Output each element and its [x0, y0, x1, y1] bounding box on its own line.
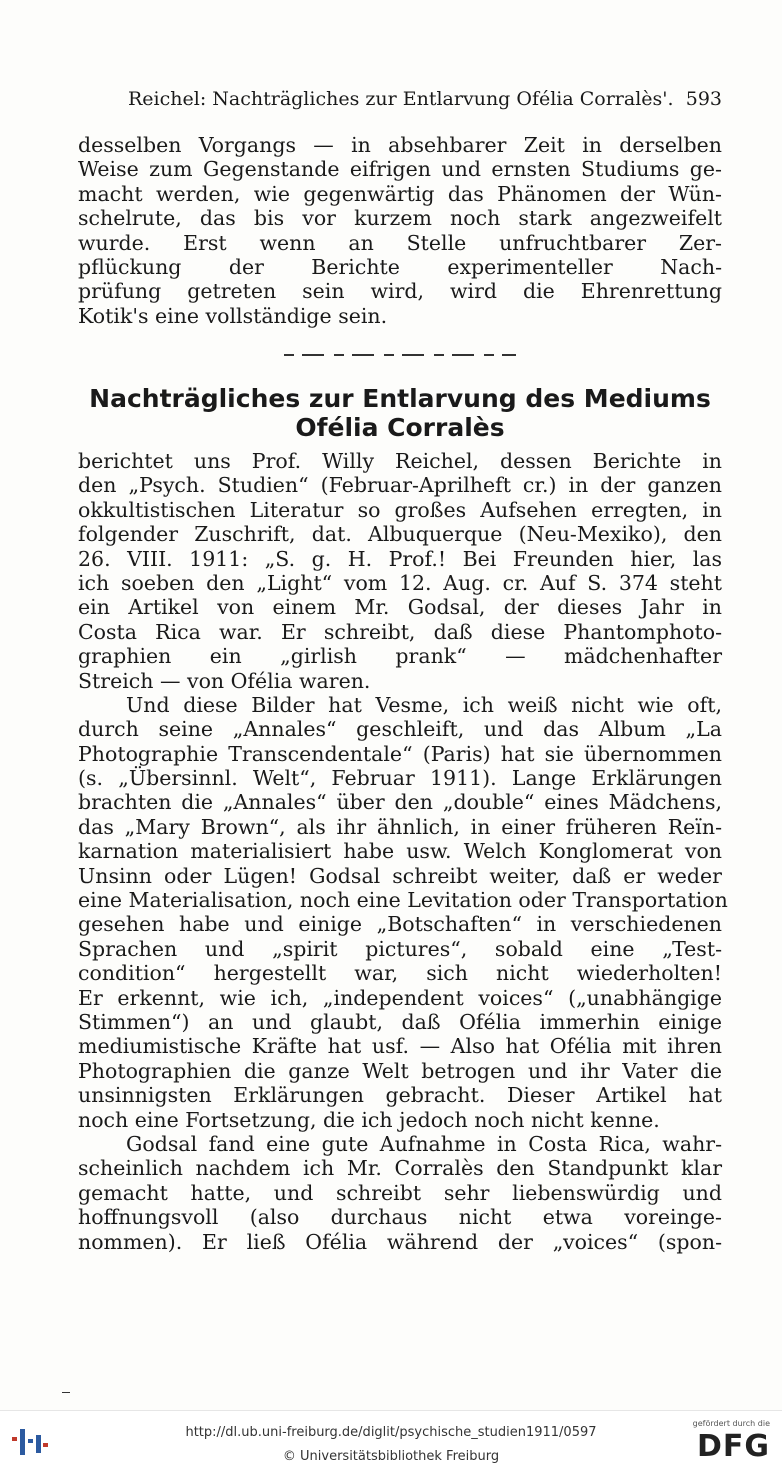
text-line: Godsal fand eine gute Aufnahme in Costa Rica, wahr- — [126, 1131, 722, 1156]
funding-note: gefördert durch die — [692, 1419, 770, 1428]
article-title-line-2: Ofélia Corralès — [295, 413, 505, 442]
article-title-line-1: Nachträgliches zur Entlarvung des Mediums — [89, 384, 711, 413]
text-line: mediumistische Kräfte hat usf. — Also hat Ofélia mit ihren — [78, 1034, 722, 1059]
dfg-logo: DFG — [696, 1429, 770, 1464]
text-line: den „Psych. Studien“ (Februar-Aprilheft cr.) in der ganzen — [78, 473, 722, 498]
text-line: Photographien die ganze Welt betrogen und ihr Vater die — [78, 1058, 722, 1083]
article-body — [78, 449, 728, 1254]
text-line: karnation materialisiert habe usw. Welch Konglomerat von — [78, 839, 722, 864]
text-line: Photographie Transcendentale“ (Paris) hat sie übernommen — [78, 741, 722, 766]
text-line: Und diese Bilder hat Vesme, ich weiß nicht wie oft, — [126, 692, 722, 717]
text-line: durch seine „Annales“ geschleift, und das Album „La — [78, 717, 722, 742]
scan-mark — [62, 1392, 70, 1393]
text-line: scheinlich nachdem ich Mr. Corralès den Standpunkt klar — [78, 1156, 722, 1181]
copyright-notice: © Universitätsbibliothek Freiburg — [282, 1449, 500, 1464]
text-line: wurde. Erst wenn an Stelle unfruchtbarer Zer- — [78, 230, 722, 255]
text-line: macht werden, wie gegenwärtig das Phänomen der Wün- — [78, 181, 722, 206]
text-line: (s. „Übersinnl. Welt“, Februar 1911). Lange Erklärungen — [78, 766, 722, 791]
text-line: noch eine Fortsetzung, die ich jedoch noch nicht kenne. — [78, 1107, 660, 1132]
text-line: Sprachen und „spirit pictures“, sobald eine „Test- — [78, 936, 722, 961]
text-line: ich soeben den „Light“ vom 12. Aug. cr. Auf S. 374 steht — [78, 570, 722, 595]
text-line: Weise zum Gegenstande eifrigen und ernsten Studiums ge- — [78, 157, 722, 182]
text-line: das „Mary Brown“, als ihr ähnlich, in einer früheren Reïn- — [78, 814, 722, 839]
text-line: Stimmen“) an und glaubt, daß Ofélia immerhin einige — [78, 1009, 722, 1034]
text-line: Kotik's eine vollständige sein. — [78, 303, 388, 328]
permalink-link[interactable]: http://dl.ub.uni-freiburg.de/diglit/psychische_studien1911/0597 — [185, 1425, 597, 1440]
text-line: prüfung getreten sein wird, wird die Ehrenrettung — [78, 279, 722, 304]
text-line: unsinnigsten Erklärungen gebracht. Dieser Artikel hat — [78, 1083, 722, 1108]
running-title: Reichel: Nachträgliches zur Entlarvung Ofélia Corralès'. — [128, 88, 674, 110]
text-line: gemacht hatte, und schreibt sehr liebenswürdig und — [78, 1180, 722, 1205]
text-line: brachten die „Annales“ über den „double“ eines Mädchens, — [78, 790, 722, 815]
text-line: Streich — von Ofélia waren. — [78, 668, 371, 693]
paragraph-continued — [78, 133, 722, 328]
text-line: ein Artikel von einem Mr. Godsal, der dieses Jahr in — [78, 595, 722, 620]
text-line: schelrute, das bis vor kurzem noch stark angezweifelt — [78, 206, 722, 231]
text-line: berichtet uns Prof. Willy Reichel, dessen Berichte in — [78, 449, 722, 473]
text-line: hoffnungsvoll (also durchaus nicht etwa voreinge- — [78, 1205, 722, 1230]
text-line: okkultistischen Literatur so großes Aufsehen erregten, in — [78, 497, 722, 522]
page-number: 593 — [685, 88, 722, 110]
viewer-footer — [0, 1410, 782, 1470]
text-line: folgender Zuschrift, dat. Albuquerque (Neu-Mexiko), den — [78, 522, 722, 547]
text-line: 26. VIII. 1911: „S. g. H. Prof.! Bei Freunden hier, las — [78, 546, 722, 571]
text-line: graphien ein „girlish prank“ — mädchenhafter — [78, 644, 722, 669]
running-header — [128, 88, 722, 110]
text-line: eine Materialisation, noch eine Levitation oder Transportation — [78, 888, 728, 913]
text-line: desselben Vorgangs — in absehbarer Zeit in derselben — [78, 133, 722, 157]
section-separator — [284, 354, 516, 356]
text-line: Costa Rica war. Er schreibt, daß diese Phantomphoto- — [78, 619, 722, 644]
text-line: condition“ hergestellt war, sich nicht wiederholten! — [78, 961, 722, 986]
text-line: Er erkennt, wie ich, „independent voices“ („unabhängige — [78, 985, 722, 1010]
text-line: nommen). Er ließ Ofélia während der „voices“ (spon- — [78, 1229, 722, 1254]
text-line: gesehen habe und einige „Botschaften“ in verschiedenen — [78, 912, 722, 937]
text-line: pflückung der Berichte experimenteller Nach- — [78, 254, 722, 279]
text-line: Unsinn oder Lügen! Godsal schreibt weiter, daß er weder — [78, 863, 722, 888]
